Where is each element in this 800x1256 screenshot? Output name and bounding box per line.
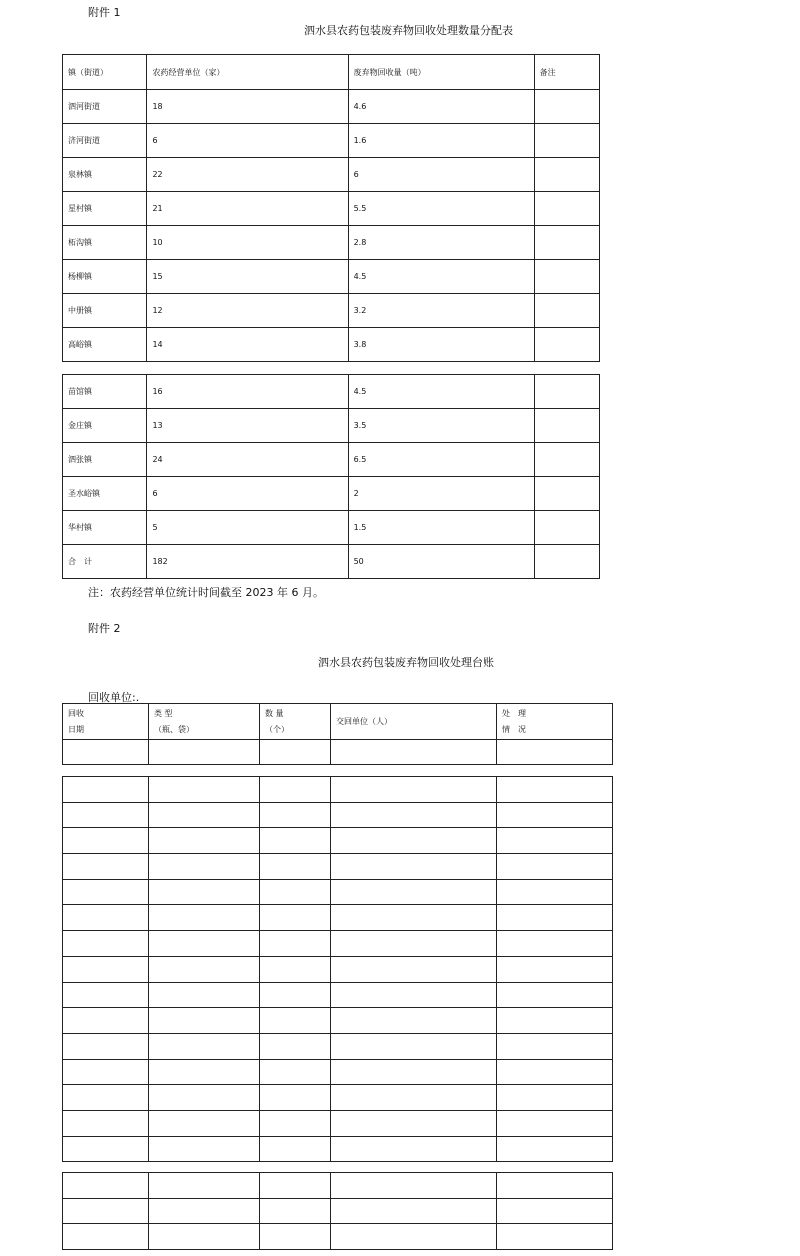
- table-cell: 泗河街道: [63, 90, 147, 124]
- table-cell: 5.5: [348, 192, 534, 226]
- table-header-row: [63, 55, 600, 90]
- ledger-cell: [497, 1173, 613, 1199]
- header-line: 数 量: [265, 708, 284, 718]
- ledger-cell: [149, 905, 260, 931]
- ledger-cell: [497, 828, 613, 854]
- header-line: 情 况: [502, 724, 526, 734]
- ledger-cell: [331, 1136, 497, 1162]
- ledger-cell: [63, 740, 149, 765]
- ledger-cell: [331, 931, 497, 957]
- table-cell: 6: [147, 124, 348, 158]
- ledger-cell: [63, 905, 149, 931]
- column-header: [149, 704, 260, 740]
- table-cell: 21: [147, 192, 348, 226]
- ledger-row: [63, 956, 613, 982]
- header-line: 回收: [68, 708, 84, 718]
- ledger-cell: [63, 931, 149, 957]
- table-cell: 杨柳镇: [63, 260, 147, 294]
- table-cell: 泗张镇: [63, 443, 147, 477]
- ledger-cell: [331, 905, 497, 931]
- ledger-cell: [260, 1059, 331, 1085]
- ledger-cell: [149, 1085, 260, 1111]
- ledger-row: [63, 1008, 613, 1034]
- table-cell: 泉林镇: [63, 158, 147, 192]
- ledger-cell: [63, 1008, 149, 1034]
- ledger-row: [63, 1136, 613, 1162]
- ledger-cell: [63, 777, 149, 803]
- ledger-row: [63, 1033, 613, 1059]
- table-cell: 15: [147, 260, 348, 294]
- table-cell: 182: [147, 545, 348, 579]
- table-cell: 10: [147, 226, 348, 260]
- table-row: [63, 158, 600, 192]
- ledger-header-row: [63, 704, 613, 740]
- ledger-cell: [63, 1136, 149, 1162]
- ledger-cell: [497, 802, 613, 828]
- attachment1-label: 附件 1: [88, 6, 121, 19]
- ledger-cell: [260, 931, 331, 957]
- table-cell: 合 计: [63, 545, 147, 579]
- table-row: [63, 409, 600, 443]
- table-cell: 22: [147, 158, 348, 192]
- header-line: 处 理: [502, 708, 526, 718]
- ledger-cell: [149, 1136, 260, 1162]
- table-cell: 圣水峪镇: [63, 477, 147, 511]
- ledger-row: [63, 1110, 613, 1136]
- table-row: [63, 511, 600, 545]
- ledger-cell: [497, 1033, 613, 1059]
- ledger-cell: [149, 1033, 260, 1059]
- ledger-cell: [331, 828, 497, 854]
- ledger-cell: [331, 802, 497, 828]
- table-cell: 3.5: [348, 409, 534, 443]
- ledger-cell: [149, 1224, 260, 1250]
- ledger-cell: [63, 1198, 149, 1224]
- table-cell: 16: [147, 375, 348, 409]
- ledger-cell: [63, 879, 149, 905]
- ledger-cell: [497, 956, 613, 982]
- ledger-cell: [331, 1224, 497, 1250]
- table-cell: [534, 545, 599, 579]
- ledger-row: [63, 879, 613, 905]
- ledger-cell: [331, 1059, 497, 1085]
- table-cell: 14: [147, 328, 348, 362]
- ledger-row: [63, 1173, 613, 1199]
- table-cell: [534, 294, 599, 328]
- ledger-cell: [331, 1110, 497, 1136]
- table-cell: 高峪镇: [63, 328, 147, 362]
- ledger-cell: [149, 854, 260, 880]
- ledger-cell: [260, 905, 331, 931]
- table-row: [63, 443, 600, 477]
- table-cell: 12: [147, 294, 348, 328]
- column-header: 备注: [534, 55, 599, 90]
- ledger-cell: [260, 982, 331, 1008]
- column-header: 农药经营单位（家）: [147, 55, 348, 90]
- ledger-cell: [63, 956, 149, 982]
- ledger-cell: [149, 1173, 260, 1199]
- header-line: （个）: [265, 724, 289, 734]
- ledger-cell: [331, 777, 497, 803]
- ledger-cell: [63, 1059, 149, 1085]
- column-header: [497, 704, 613, 740]
- table-row: [63, 375, 600, 409]
- table-cell: 13: [147, 409, 348, 443]
- header-line: 类 型: [154, 708, 173, 718]
- table-cell: [534, 443, 599, 477]
- attachment1-title: 泗水县农药包装废弃物回收处理数量分配表: [304, 24, 513, 37]
- ledger-row: [63, 777, 613, 803]
- ledger-cell: [149, 879, 260, 905]
- table-row: [63, 226, 600, 260]
- table-row: [63, 192, 600, 226]
- ledger-cell: [260, 777, 331, 803]
- ledger-cell: [260, 1008, 331, 1034]
- table-cell: 24: [147, 443, 348, 477]
- ledger-cell: [497, 1224, 613, 1250]
- ledger-table-part1: [62, 703, 613, 765]
- ledger-table-part3: [62, 1172, 613, 1250]
- header-line: 交回单位（人）: [336, 716, 392, 726]
- ledger-cell: [149, 956, 260, 982]
- ledger-cell: [149, 777, 260, 803]
- column-header: [331, 704, 497, 740]
- ledger-cell: [63, 1224, 149, 1250]
- ledger-cell: [63, 802, 149, 828]
- table-cell: [534, 477, 599, 511]
- table-row: [63, 294, 600, 328]
- attachment2-title: 泗水县农药包装废弃物回收处理台账: [318, 656, 494, 669]
- table-cell: 1.5: [348, 511, 534, 545]
- ledger-cell: [260, 1224, 331, 1250]
- table-row: [63, 477, 600, 511]
- ledger-row: [63, 802, 613, 828]
- table-cell: 4.5: [348, 260, 534, 294]
- ledger-cell: [149, 982, 260, 1008]
- table-cell: 3.2: [348, 294, 534, 328]
- ledger-cell: [63, 1173, 149, 1199]
- column-header: 镇（街道）: [63, 55, 147, 90]
- ledger-cell: [331, 1033, 497, 1059]
- table-cell: 4.6: [348, 90, 534, 124]
- ledger-cell: [331, 982, 497, 1008]
- column-header: 废弃物回收量（吨）: [348, 55, 534, 90]
- ledger-cell: [497, 1085, 613, 1111]
- ledger-cell: [260, 1136, 331, 1162]
- ledger-cell: [260, 879, 331, 905]
- column-header: [260, 704, 331, 740]
- ledger-cell: [260, 1033, 331, 1059]
- ledger-cell: [331, 1173, 497, 1199]
- table-cell: [534, 511, 599, 545]
- ledger-cell: [149, 1008, 260, 1034]
- ledger-cell: [331, 854, 497, 880]
- table-cell: 济河街道: [63, 124, 147, 158]
- ledger-row: [63, 982, 613, 1008]
- ledger-cell: [497, 854, 613, 880]
- ledger-row: [63, 740, 613, 765]
- table-cell: 4.5: [348, 375, 534, 409]
- ledger-cell: [497, 879, 613, 905]
- table-cell: [534, 226, 599, 260]
- ledger-cell: [260, 1085, 331, 1111]
- ledger-cell: [260, 1173, 331, 1199]
- table-cell: 1.6: [348, 124, 534, 158]
- column-header: [63, 704, 149, 740]
- table-cell: 50: [348, 545, 534, 579]
- header-line: （瓶、袋）: [154, 724, 194, 734]
- ledger-cell: [149, 1059, 260, 1085]
- table-row: [63, 545, 600, 579]
- table-cell: 苗馆镇: [63, 375, 147, 409]
- ledger-cell: [149, 802, 260, 828]
- table-cell: 柘沟镇: [63, 226, 147, 260]
- ledger-row: [63, 931, 613, 957]
- ledger-row: [63, 854, 613, 880]
- ledger-row: [63, 1085, 613, 1111]
- table-cell: 6: [348, 158, 534, 192]
- ledger-cell: [331, 1085, 497, 1111]
- table-cell: 华村镇: [63, 511, 147, 545]
- ledger-cell: [149, 1110, 260, 1136]
- ledger-table-part2: [62, 776, 613, 1162]
- ledger-cell: [497, 1008, 613, 1034]
- ledger-cell: [331, 879, 497, 905]
- table-cell: [534, 328, 599, 362]
- ledger-cell: [331, 1008, 497, 1034]
- ledger-cell: [260, 854, 331, 880]
- ledger-cell: [63, 1033, 149, 1059]
- table-cell: [534, 375, 599, 409]
- ledger-cell: [497, 1198, 613, 1224]
- ledger-cell: [497, 1110, 613, 1136]
- table-row: [63, 90, 600, 124]
- allocation-table-part2: [62, 374, 600, 579]
- table-cell: [534, 192, 599, 226]
- ledger-cell: [497, 777, 613, 803]
- ledger-row: [63, 905, 613, 931]
- ledger-cell: [260, 802, 331, 828]
- table-cell: 3.8: [348, 328, 534, 362]
- ledger-cell: [149, 931, 260, 957]
- ledger-cell: [497, 1059, 613, 1085]
- ledger-cell: [497, 905, 613, 931]
- ledger-cell: [497, 931, 613, 957]
- ledger-cell: [260, 956, 331, 982]
- allocation-note: 注：农药经营单位统计时间截至 2023 年 6 月。: [88, 586, 324, 599]
- ledger-cell: [63, 1085, 149, 1111]
- ledger-cell: [497, 740, 613, 765]
- ledger-row: [63, 1224, 613, 1250]
- ledger-row: [63, 828, 613, 854]
- table-row: [63, 260, 600, 294]
- ledger-cell: [63, 982, 149, 1008]
- ledger-cell: [331, 956, 497, 982]
- table-cell: [534, 124, 599, 158]
- table-cell: 2: [348, 477, 534, 511]
- ledger-cell: [63, 1110, 149, 1136]
- attachment2-label: 附件 2: [88, 622, 121, 635]
- table-cell: 金庄镇: [63, 409, 147, 443]
- ledger-row: [63, 1198, 613, 1224]
- ledger-cell: [149, 1198, 260, 1224]
- ledger-cell: [260, 1198, 331, 1224]
- ledger-row: [63, 1059, 613, 1085]
- collection-unit-label: 回收单位:.: [88, 691, 140, 704]
- ledger-cell: [497, 1136, 613, 1162]
- ledger-cell: [331, 740, 497, 765]
- table-cell: [534, 409, 599, 443]
- ledger-cell: [331, 1198, 497, 1224]
- table-cell: [534, 158, 599, 192]
- header-line: 日期: [68, 724, 84, 734]
- allocation-table-part1: [62, 54, 600, 362]
- ledger-cell: [497, 982, 613, 1008]
- ledger-cell: [149, 828, 260, 854]
- table-cell: 中册镇: [63, 294, 147, 328]
- table-cell: 2.8: [348, 226, 534, 260]
- table-cell: 6.5: [348, 443, 534, 477]
- ledger-cell: [260, 828, 331, 854]
- table-cell: 星村镇: [63, 192, 147, 226]
- ledger-cell: [260, 1110, 331, 1136]
- table-row: [63, 328, 600, 362]
- table-cell: 18: [147, 90, 348, 124]
- table-cell: 5: [147, 511, 348, 545]
- ledger-cell: [149, 740, 260, 765]
- table-cell: [534, 260, 599, 294]
- ledger-cell: [260, 740, 331, 765]
- table-cell: 6: [147, 477, 348, 511]
- table-cell: [534, 90, 599, 124]
- ledger-cell: [63, 828, 149, 854]
- table-row: [63, 124, 600, 158]
- ledger-cell: [63, 854, 149, 880]
